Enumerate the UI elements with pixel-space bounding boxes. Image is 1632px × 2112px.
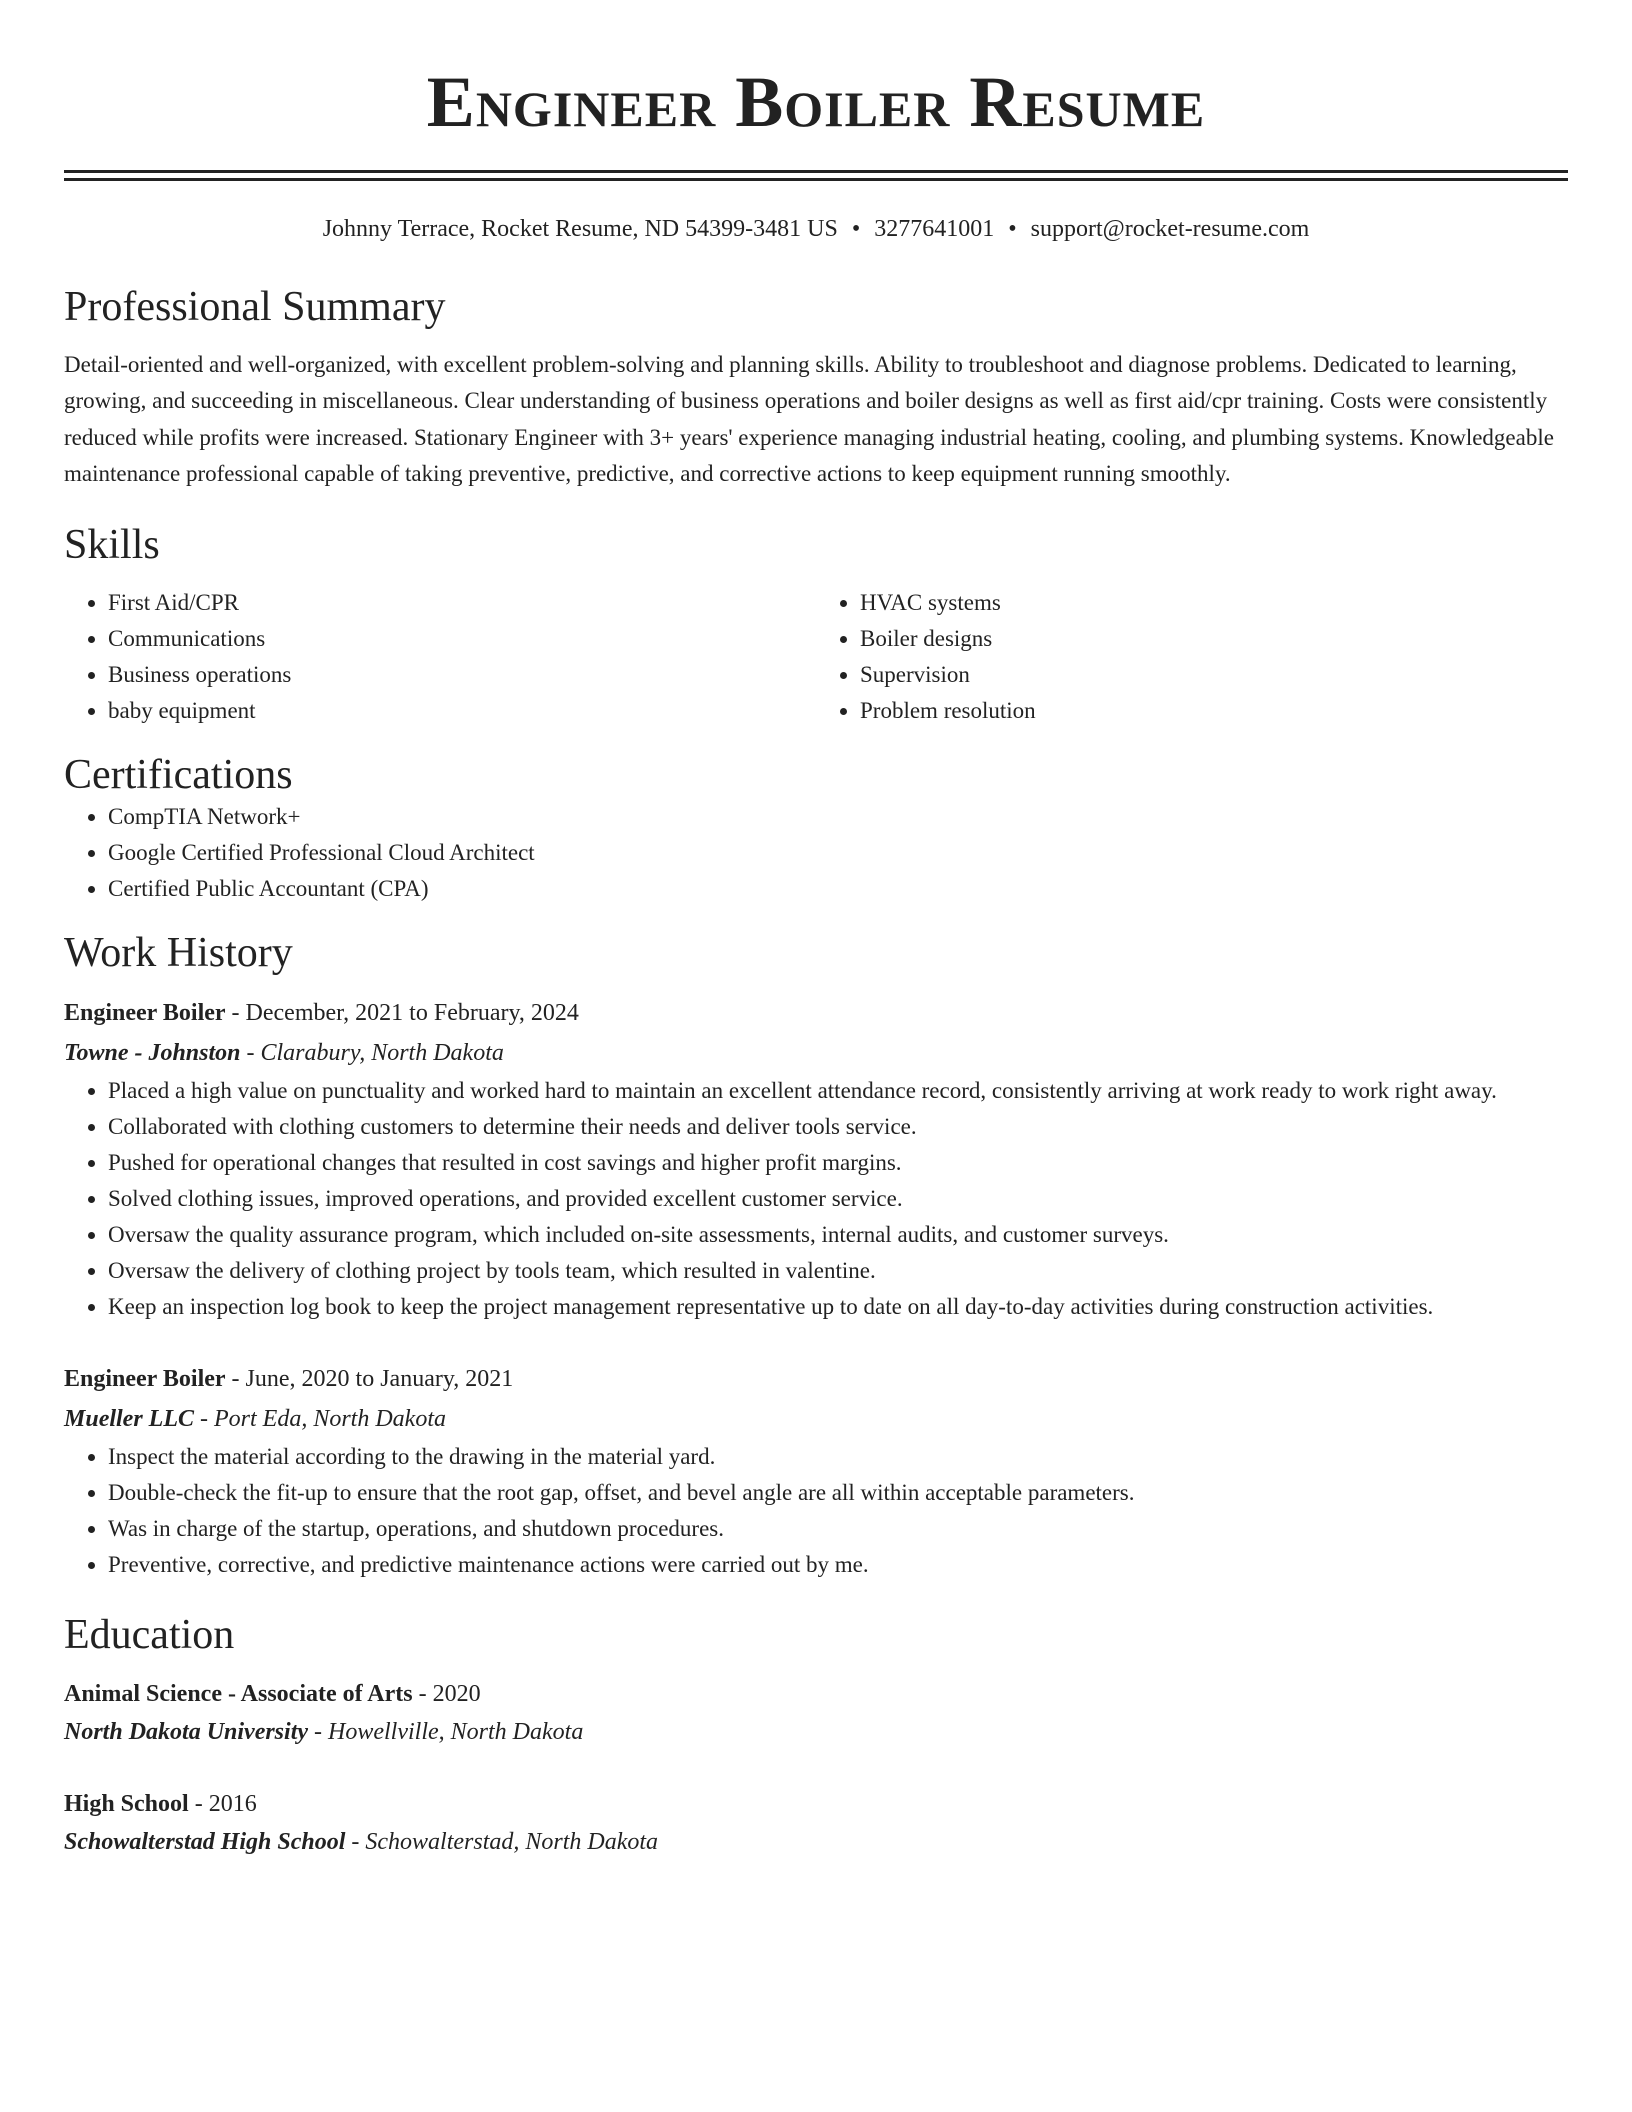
job-title: Engineer Boiler <box>64 999 226 1026</box>
title-divider <box>64 170 1568 181</box>
contact-email: support@rocket-resume.com <box>1030 216 1310 242</box>
job-location: - Port Eda, North Dakota <box>194 1405 446 1432</box>
skill-item: • Communications <box>108 621 816 657</box>
job-bullet: • Oversaw the delivery of clothing project by tools team, which resulted in valentine. <box>108 1253 1568 1289</box>
skills-list-left <box>64 585 816 729</box>
job-entry <box>64 993 1568 1325</box>
work-history-heading: Work History <box>64 929 293 976</box>
skill-item: • baby equipment <box>108 693 816 729</box>
job-company-line <box>64 1399 1568 1439</box>
contact-separator: • <box>1008 216 1017 242</box>
education-entry <box>64 1785 1568 1861</box>
education-school-line <box>64 1823 1568 1861</box>
job-entry <box>64 1359 1568 1583</box>
contact-line <box>64 213 1568 245</box>
job-company: Mueller LLC <box>64 1405 194 1432</box>
job-bullets <box>64 1439 1568 1583</box>
skills-list-right <box>816 585 1568 729</box>
education-degree-line <box>64 1675 1568 1713</box>
job-bullet: • Oversaw the quality assurance program, which included on-site assessments, internal audits, and customer surveys. <box>108 1217 1568 1253</box>
contact-address: Johnny Terrace, Rocket Resume, ND 54399-3481 US <box>322 216 838 242</box>
skill-item: • Problem resolution <box>860 693 1568 729</box>
skill-item: • Boiler designs <box>860 621 1568 657</box>
education-degree: Animal Science - Associate of Arts <box>64 1680 413 1707</box>
job-bullet: • Preventive, corrective, and predictive maintenance actions were carried out by me. <box>108 1547 1568 1583</box>
job-bullet: • Pushed for operational changes that resulted in cost savings and higher profit margins. <box>108 1145 1568 1181</box>
education-location: - Howellville, North Dakota <box>308 1718 584 1745</box>
job-bullet: • Collaborated with clothing customers to determine their needs and deliver tools service. <box>108 1109 1568 1145</box>
skill-item: • Supervision <box>860 657 1568 693</box>
job-title-line <box>64 1359 1568 1399</box>
job-title: Engineer Boiler <box>64 1365 226 1392</box>
summary-heading: Professional Summary <box>64 284 446 330</box>
skill-item: • HVAC systems <box>860 585 1568 621</box>
certification-item: • Certified Public Accountant (CPA) <box>108 871 1568 907</box>
skills-columns <box>64 585 1568 729</box>
certification-item: • Google Certified Professional Cloud Architect <box>108 835 1568 871</box>
job-dates: - December, 2021 to February, 2024 <box>225 999 579 1026</box>
job-bullets <box>64 1073 1568 1325</box>
skills-heading: Skills <box>64 521 160 568</box>
resume-page <box>64 0 1568 1861</box>
certifications-list <box>64 799 1568 907</box>
job-bullet: • Double-check the fit-up to ensure that the root gap, offset, and bevel angle are all within acceptable parameters. <box>108 1475 1568 1511</box>
job-company-line <box>64 1033 1568 1073</box>
education-degree: High School <box>64 1790 189 1817</box>
education-school: Schowalterstad High School <box>64 1828 346 1855</box>
summary-text: Detail-oriented and well-organized, with excellent problem-solving and planning skills. Ability to troubleshoot and diagnose problems. Dedicated to learning, growing, and succeeding in miscellaneous. Clear understanding of business operations and boiler designs as well as first aid/cpr training. Costs were consistently reduced while profits were increased. Stationary Engineer with 3+ years' experience managing industrial heating, cooling, and plumbing systems. Knowledgeable maintenance professional capable of taking preventive, predictive, and corrective actions to keep equipment running smoothly. <box>64 352 1554 487</box>
education-school-line <box>64 1713 1568 1751</box>
job-bullet: • Was in charge of the startup, operations, and shutdown procedures. <box>108 1511 1568 1547</box>
contact-phone: 3277641001 <box>874 216 995 242</box>
job-company: Towne - Johnston <box>64 1039 241 1066</box>
education-location: - Schowalterstad, North Dakota <box>345 1828 659 1855</box>
education-entry <box>64 1675 1568 1751</box>
contact-separator: • <box>851 216 861 242</box>
education-year: - 2020 <box>412 1680 481 1707</box>
education-heading: Education <box>64 1611 235 1658</box>
education-school: North Dakota University <box>64 1718 309 1745</box>
resume-title: Engineer Boiler Resume <box>426 62 1206 142</box>
job-bullet: • Inspect the material according to the drawing in the material yard. <box>108 1439 1568 1475</box>
job-dates: - June, 2020 to January, 2021 <box>225 1365 514 1392</box>
job-bullet: • Solved clothing issues, improved operations, and provided excellent customer service. <box>108 1181 1568 1217</box>
education-degree-line <box>64 1785 1568 1823</box>
skill-item: • First Aid/CPR <box>108 585 816 621</box>
skill-item: • Business operations <box>108 657 816 693</box>
certifications-heading: Certifications <box>64 751 293 798</box>
job-bullet: • Placed a high value on punctuality and worked hard to maintain an excellent attendance record, consistently arriving at work ready to work right away. <box>108 1073 1568 1109</box>
job-title-line <box>64 993 1568 1033</box>
certification-item: • CompTIA Network+ <box>108 799 1568 835</box>
job-location: - Clarabury, North Dakota <box>240 1039 504 1066</box>
job-bullet: • Keep an inspection log book to keep the project management representative up to date on all day-to-day activities during construction activities. <box>108 1289 1568 1325</box>
education-year: - 2016 <box>188 1790 257 1817</box>
